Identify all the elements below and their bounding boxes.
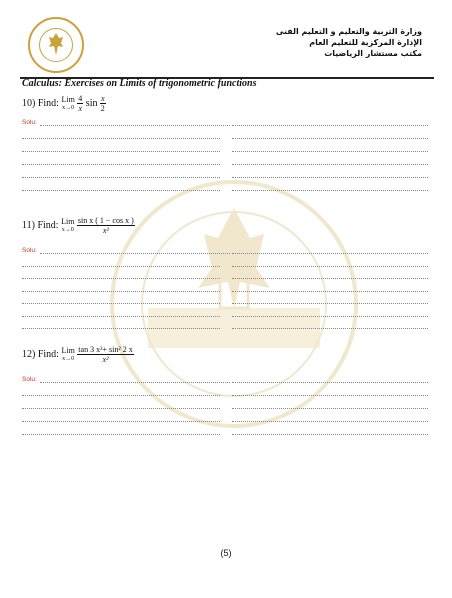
- fraction-x-over-2: $\frac{x}{2}$: [100, 94, 105, 113]
- answer-line: [232, 408, 428, 409]
- ministry-header: [276, 26, 422, 59]
- problem-label: 11) Find:: [22, 219, 59, 231]
- answer-line: [22, 291, 220, 292]
- answer-line: [22, 316, 220, 317]
- answer-line: [22, 303, 220, 304]
- answer-line: [22, 266, 220, 267]
- answer-line: [22, 177, 220, 178]
- office-name: مكتب مستشار الرياضيات: [324, 49, 422, 58]
- answer-line: [22, 278, 220, 279]
- fraction-expression: $\frac{\text{tan 3 x²+ sin² 2 x}}{\text{x²}}$: [78, 345, 133, 364]
- answer-line: [22, 138, 220, 139]
- answer-line: [232, 266, 428, 267]
- fraction-expression: $\frac{\text{sin x ( 1 − cos x )}}{\text{x²}}$: [77, 216, 134, 235]
- limit-operator: Lim x→0: [61, 216, 75, 233]
- limit-operator: Lim x→0: [61, 94, 75, 111]
- answer-line: [22, 421, 220, 422]
- answer-line: [232, 253, 428, 254]
- answer-line: [232, 177, 428, 178]
- problem-10: [22, 94, 106, 113]
- problem-11: [22, 216, 135, 235]
- answer-line: [40, 125, 230, 126]
- answer-line: [22, 151, 220, 152]
- answer-line: [232, 125, 428, 126]
- problem-label: 10) Find:: [22, 97, 59, 109]
- answer-line: [232, 190, 428, 191]
- answer-line: [232, 278, 428, 279]
- answer-line: [40, 382, 230, 383]
- ministry-seal-watermark: [108, 178, 360, 430]
- fraction-4-over-x: $\frac{4}{x}$: [78, 94, 83, 113]
- limit-operator: Lim x→0: [61, 345, 75, 362]
- answer-line: [22, 328, 220, 329]
- answer-line: [232, 151, 428, 152]
- eagle-icon: [48, 33, 64, 55]
- answer-line: [232, 291, 428, 292]
- answer-line: [232, 395, 428, 396]
- answer-line: [232, 434, 428, 435]
- answer-line: [232, 316, 428, 317]
- sin-function: sin: [85, 97, 98, 109]
- answer-line: [22, 408, 220, 409]
- solution-label-10: Solu:: [22, 119, 37, 126]
- department-name: الإدارة المركزية للتعليم العام: [309, 38, 422, 47]
- problem-label: 12) Find:: [22, 348, 59, 360]
- answer-line: [232, 164, 428, 165]
- problem-12: [22, 345, 134, 364]
- worksheet-title: Calculus: Exercises on Limits of trigonometric functions: [22, 78, 257, 89]
- page-number: (5): [220, 548, 232, 558]
- answer-line: [232, 138, 428, 139]
- solution-label-11: Solu:: [22, 247, 37, 254]
- answer-line: [232, 382, 428, 383]
- solution-label-12: Solu:: [22, 376, 37, 383]
- answer-line: [232, 328, 428, 329]
- answer-line: [22, 395, 220, 396]
- answer-line: [22, 190, 220, 191]
- answer-line: [22, 434, 220, 435]
- answer-line: [232, 303, 428, 304]
- ministry-name: وزارة التربية والتعليم و التعليم الفنى: [275, 27, 422, 36]
- answer-line: [22, 164, 220, 165]
- ministry-logo: [28, 17, 84, 73]
- answer-line: [40, 253, 230, 254]
- answer-line: [232, 421, 428, 422]
